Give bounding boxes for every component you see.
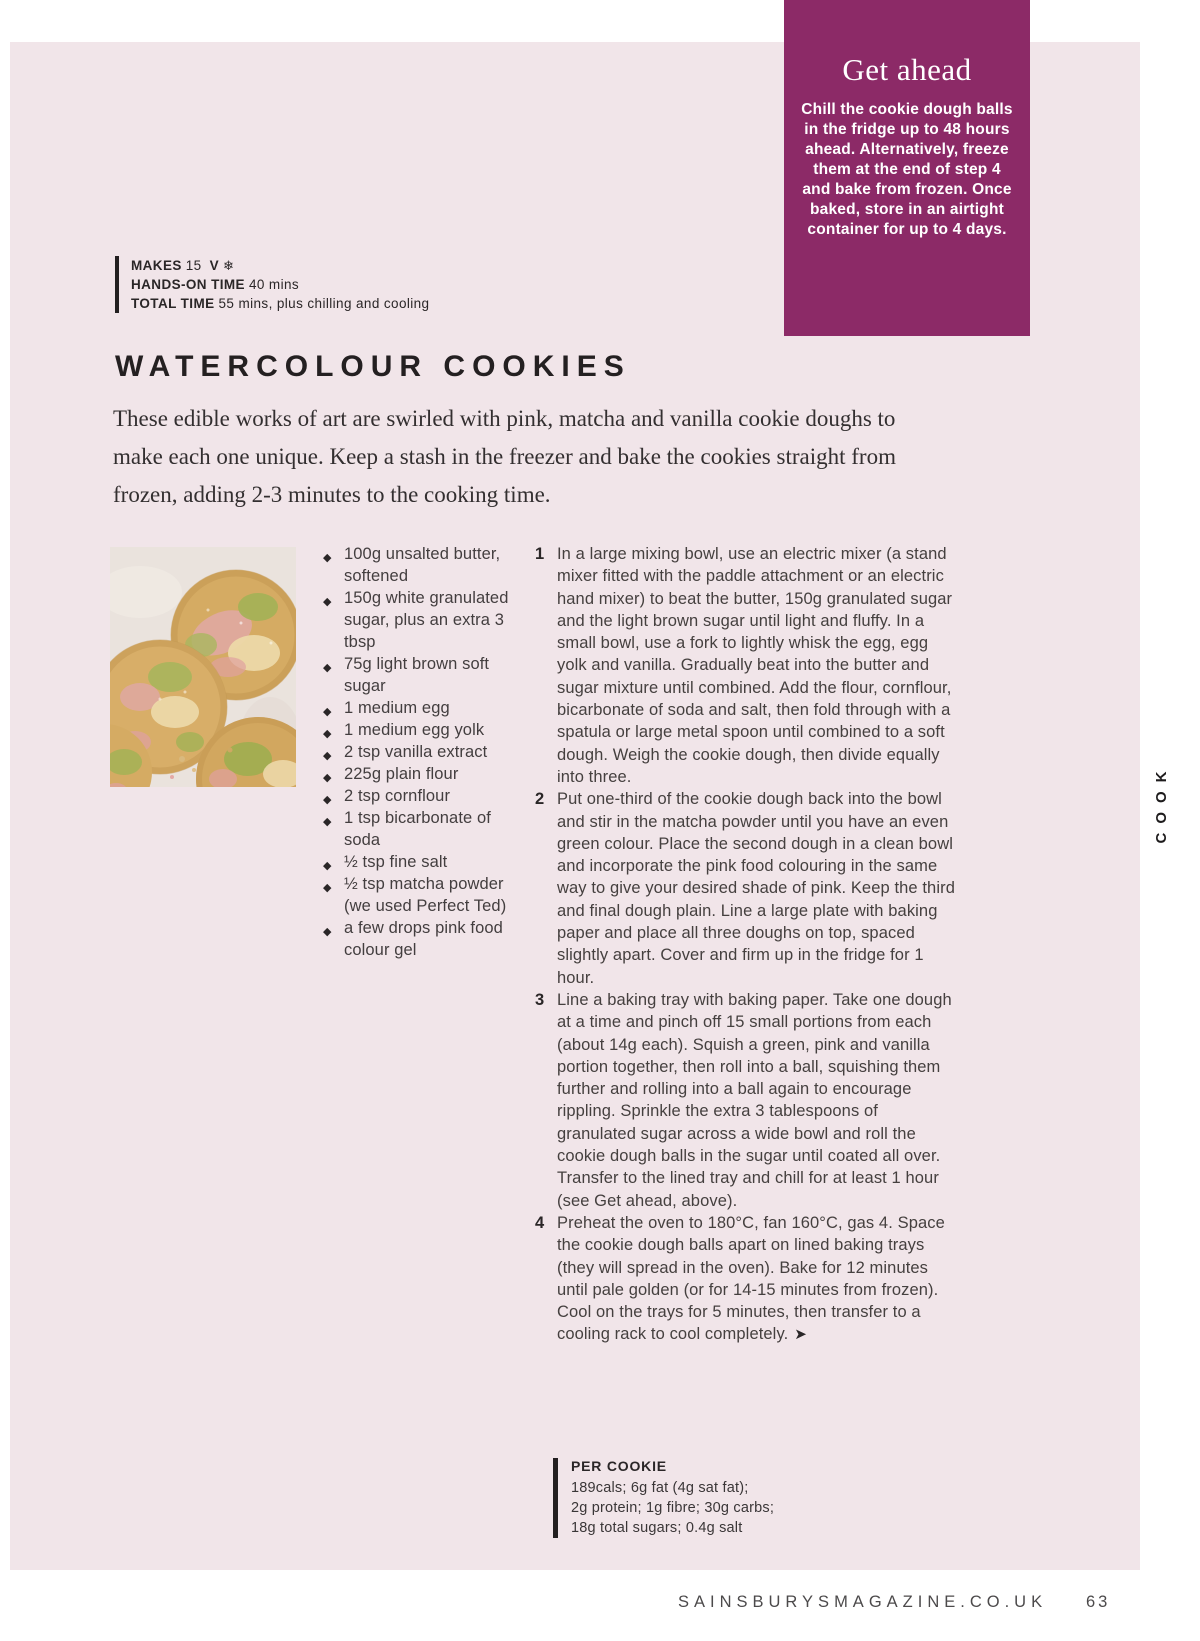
step-text-content: Preheat the oven to 180°C, fan 160°C, gas 4. Space the cookie dough balls apart on lined baking trays (they will spread in the oven). Bake for 12 minutes until pale golden (or for 14-15 minutes from frozen). Cool on the trays for 5 minutes, then transfer to a cooling rack to cool completely. — [557, 1213, 945, 1344]
step-text: Line a baking tray with baking paper. Take one dough at a time and pinch off 15 small portions from each (about 14g each). Squish a green, pink and vanilla portion together, then roll into a ball, squishing them further and rolling into a ball again to encourage rippling. Sprinkle the extra 3 tablespoons of granulated sugar across a wide bowl and roll the cookie dough balls in the sugar until coated all over. Transfer to the lined tray and chill for at least 1 hour (see Get ahead, above). — [557, 990, 952, 1210]
ingredient-text: ½ tsp fine salt — [344, 853, 448, 871]
ingredient-text: 100g unsalted butter, softened — [344, 545, 501, 585]
ingredient-item — [323, 697, 515, 719]
total-time-line — [131, 294, 433, 313]
step-number: 3 — [535, 990, 545, 1009]
ingredient-item — [323, 873, 515, 917]
ingredient-item — [323, 807, 515, 851]
ingredient-item — [323, 587, 515, 653]
ingredient-item — [323, 763, 515, 785]
continued-arrow-icon: ➤ — [794, 1326, 807, 1344]
nutrition-heading: PER COOKIE — [571, 1458, 667, 1474]
get-ahead-body: Chill the cookie dough balls in the fridge up to 48 hours ahead. Alternatively, freeze them at the end of step 4 and bake from frozen. Once baked, store in an airtight container for up to 4 days. — [801, 101, 1013, 238]
ingredients-list — [323, 543, 515, 961]
diamond-bullet-icon: ◆ — [323, 728, 332, 740]
nutrition-line: 189cals; 6g fat (4g sat fat); — [571, 1480, 749, 1496]
hands-on-time-value: 40 mins — [248, 277, 300, 292]
diamond-bullet-icon: ◆ — [323, 860, 332, 872]
diamond-bullet-icon: ◆ — [323, 926, 332, 938]
step-number: 4 — [535, 1213, 545, 1232]
diamond-bullet-icon: ◆ — [323, 772, 332, 784]
total-time-value: 55 mins, plus chilling and cooling — [218, 296, 430, 311]
ingredient-text: 2 tsp cornflour — [344, 787, 451, 805]
ingredient-item — [323, 543, 515, 587]
watercolour-cookies-illustration — [110, 547, 296, 787]
method-step-4 — [535, 1212, 955, 1347]
get-ahead-title: Get ahead — [842, 52, 972, 87]
ingredient-text: 1 tsp bicarbonate of soda — [344, 809, 491, 849]
ingredient-item — [323, 917, 515, 961]
ingredient-item — [323, 719, 515, 741]
diamond-bullet-icon: ◆ — [323, 882, 332, 894]
ingredient-text: 2 tsp vanilla extract — [344, 743, 488, 761]
recipe-meta — [115, 256, 433, 313]
ingredient-item — [323, 785, 515, 807]
method-step-1 — [535, 543, 955, 788]
vegetarian-symbol: V — [209, 258, 219, 273]
hands-on-time-line — [131, 275, 433, 294]
hands-on-time-label: HANDS-ON TIME — [131, 277, 245, 292]
nutrition-line: 2g protein; 1g fibre; 30g carbs; — [571, 1500, 775, 1516]
diamond-bullet-icon: ◆ — [323, 816, 332, 828]
diamond-bullet-icon: ◆ — [323, 706, 332, 718]
diamond-bullet-icon: ◆ — [323, 552, 332, 564]
diamond-bullet-icon: ◆ — [323, 662, 332, 674]
diamond-bullet-icon: ◆ — [323, 794, 332, 806]
step-number: 2 — [535, 790, 545, 809]
recipe-intro: These edible works of art are swirled with pink, matcha and vanilla cookie doughs to make each one unique. Keep a stash in the freezer and bake the cookies straight from frozen, adding 2-3 minutes to the cooking time. — [113, 406, 896, 507]
step-number: 1 — [535, 545, 545, 563]
footer-website-url: SAINSBURYSMAGAZINE.CO.UK — [678, 1593, 1048, 1611]
ingredient-item — [323, 741, 515, 763]
step-text: In a large mixing bowl, use an electric mixer (a stand mixer fitted with the paddle attachment or an electric hand mixer) to beat the butter, 150g granulated sugar and the light brown sugar until light and fluffy. In a small bowl, use a fork to lightly whisk the egg, egg yolk and vanilla. Gradually beat into the butter and sugar mixture until combined. Add the flour, cornflour, bicarbonate of soda and salt, then fold through with a spatula or large metal spoon until combined to a soft dough. Weigh the cookie dough, then divide equally into three. — [557, 545, 953, 786]
cookies-photo — [110, 547, 296, 787]
ingredient-text: 1 medium egg yolk — [344, 721, 485, 739]
ingredient-item — [323, 851, 515, 873]
diamond-bullet-icon: ◆ — [323, 750, 332, 762]
step-text — [557, 1212, 955, 1347]
get-ahead-box — [784, 0, 1030, 336]
ingredient-text: 225g plain flour — [344, 765, 459, 783]
makes-value: 15 — [185, 258, 202, 273]
step-text: Put one-third of the cookie dough back into the bowl and stir in the matcha powder until you have an even green colour. Place the second dough in a clean bowl and incorporate the pink food colouring in the same way to give your desired shade of pink. Keep the third and final dough plain. Line a large plate with baking paper and place all three doughs on top, spaced slightly apart. Cover and firm up in the fridge for 1 hour. — [557, 790, 955, 987]
ingredient-text: ½ tsp matcha powder (we used Perfect Ted) — [344, 875, 507, 915]
makes-line — [131, 256, 433, 275]
ingredient-text: 1 medium egg — [344, 699, 450, 717]
method-step-3 — [535, 989, 955, 1212]
ingredient-text: 75g light brown soft sugar — [344, 655, 490, 695]
footer-page-number: 63 — [1086, 1593, 1111, 1611]
freezable-icon: ❄ — [223, 258, 235, 273]
nutrition-block — [553, 1458, 774, 1538]
section-label-cook: COOK — [1153, 762, 1170, 844]
makes-label: MAKES — [131, 258, 182, 273]
recipe-title: WATERCOLOUR COOKIES — [115, 350, 631, 383]
method-step-2 — [535, 788, 955, 989]
method-steps — [535, 543, 955, 1347]
ingredient-text: 150g white granulated sugar, plus an extra 3 tbsp — [344, 589, 509, 651]
diamond-bullet-icon: ◆ — [323, 596, 332, 608]
ingredient-item — [323, 653, 515, 697]
ingredient-text: a few drops pink food colour gel — [344, 919, 503, 959]
total-time-label: TOTAL TIME — [131, 296, 215, 311]
nutrition-line: 18g total sugars; 0.4g salt — [571, 1520, 743, 1536]
